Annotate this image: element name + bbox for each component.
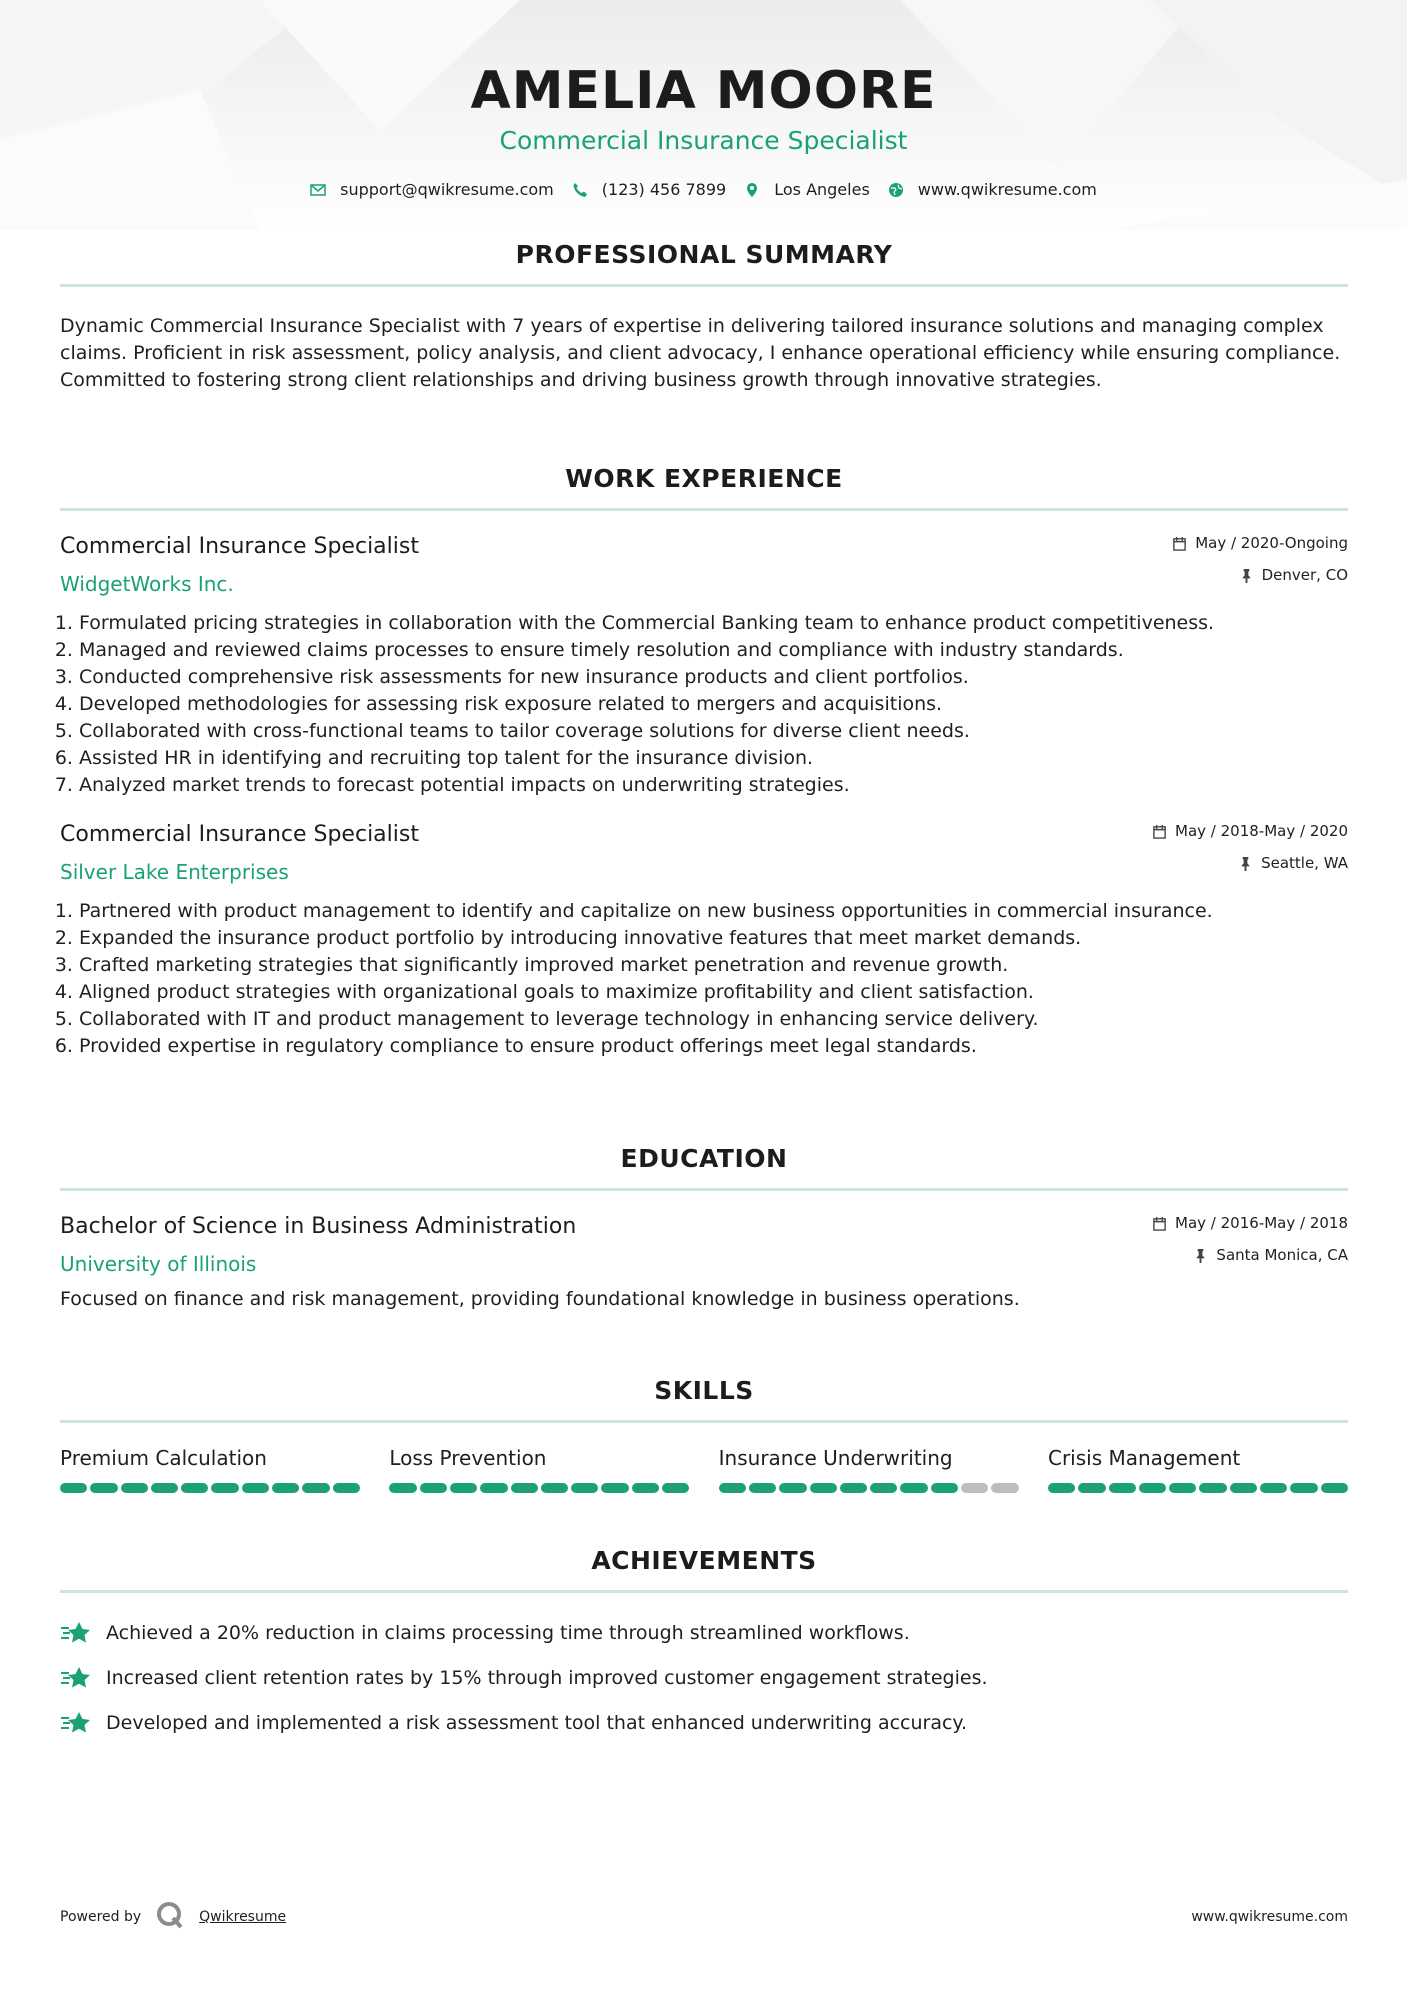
powered-by-label: Powered by [60,1909,142,1925]
skill-dot-filled [1199,1483,1226,1493]
star-badge-icon [60,1620,92,1648]
pushpin-icon [1193,1248,1208,1263]
email-text: support@qwikresume.com [340,180,554,199]
location-text: Seattle, WA [1261,854,1348,872]
skill-item [389,1445,689,1493]
achievement-item [60,1611,1348,1656]
list-item: 3. Conducted comprehensive risk assessments for new insurance products and client portfolios. [79,664,1348,691]
skill-dot-filled [211,1483,238,1493]
achievement-text: Achieved a 20% reduction in claims processing time through streamlined workflows. [106,1622,910,1644]
skills-list [60,1445,1348,1493]
skill-dot-filled [601,1483,628,1493]
candidate-role: Commercial Insurance Specialist [499,126,908,155]
skill-dot-filled [571,1483,598,1493]
qwikresume-logo-icon [155,1900,185,1934]
envelope-icon [310,182,326,198]
page-footer [60,1900,1348,1934]
skill-dot-filled [1290,1483,1317,1493]
star-badge-icon [60,1665,92,1693]
skill-dot-filled [719,1483,746,1493]
skill-dot-empty [991,1483,1018,1493]
calendar-icon [1152,1216,1167,1231]
calendar-icon [1152,824,1167,839]
skill-name: Loss Prevention [389,1446,547,1470]
achievements-list [60,1611,1348,1746]
globe-icon [888,182,904,198]
degree-title: Bachelor of Science in Business Administration [60,1214,577,1239]
skill-dot-filled [389,1483,416,1493]
contact-phone[interactable] [572,180,726,199]
powered-by [60,1900,286,1934]
achievements-section [60,1546,1348,1746]
skill-dot-filled [480,1483,507,1493]
skill-dot-filled [931,1483,958,1493]
skill-dot-filled [662,1483,689,1493]
list-item: 5. Collaborated with IT and product management to leverage technology in enhancing service delivery. [79,1006,1348,1033]
contact-location [744,180,870,199]
skill-dot-filled [1321,1483,1348,1493]
list-item: 4. Aligned product strategies with organizational goals to maximize profitability and client satisfaction. [79,979,1348,1006]
job-entry [60,533,1348,799]
skill-dot-filled [840,1483,867,1493]
company-name: WidgetWorks Inc. [60,572,234,596]
skill-name: Crisis Management [1047,1446,1241,1470]
skill-item [719,1445,1019,1493]
skill-item [60,1445,360,1493]
summary-title: PROFESSIONAL SUMMARY [515,240,893,269]
phone-text: (123) 456 7899 [601,180,727,199]
education-entry [60,1213,1348,1313]
job-bullets [60,898,1348,1060]
list-item: 2. Managed and reviewed claims processes to ensure timely resolution and compliance with industry standards. [79,637,1348,664]
skill-item [1048,1445,1348,1493]
skill-name: Premium Calculation [60,1446,267,1470]
section-divider [60,508,1348,511]
website-text: www.qwikresume.com [917,180,1097,199]
skill-dot-filled [450,1483,477,1493]
job-location [1152,853,1348,873]
education-description: Focused on finance and risk management, providing foundational knowledge in business operations. [60,1288,1020,1310]
skill-dot-filled [181,1483,208,1493]
list-item: 4. Developed methodologies for assessing risk exposure related to mergers and acquisitions. [79,691,1348,718]
skill-dot-empty [961,1483,988,1493]
skill-dot-filled [511,1483,538,1493]
phone-icon [572,182,588,198]
skill-dot-filled [420,1483,447,1493]
contact-website[interactable] [888,180,1097,199]
dates-text: May / 2020-Ongoing [1195,534,1348,552]
company-name: Silver Lake Enterprises [60,860,289,884]
location-text: Denver, CO [1261,566,1348,584]
education-section [60,1144,1348,1313]
skill-dot-filled [1169,1483,1196,1493]
dates-text: May / 2016-May / 2018 [1175,1214,1348,1232]
skill-name: Insurance Underwriting [718,1446,953,1470]
skill-dot-filled [870,1483,897,1493]
summary-section [60,240,1348,394]
list-item: 7. Analyzed market trends to forecast potential impacts on underwriting strategies. [79,772,1348,799]
job-title: Commercial Insurance Specialist [60,534,419,559]
school-name: University of Illinois [60,1252,257,1276]
job-bullets [60,610,1348,799]
achievement-item [60,1701,1348,1746]
skill-dot-filled [151,1483,178,1493]
skill-rating [389,1483,689,1493]
skill-dot-filled [1139,1483,1166,1493]
map-pin-icon [744,182,760,198]
skill-dot-filled [1109,1483,1136,1493]
job-dates [1172,533,1348,553]
section-divider [60,1188,1348,1191]
skill-dot-filled [60,1483,87,1493]
skill-dot-filled [1048,1483,1075,1493]
skill-dot-filled [900,1483,927,1493]
section-divider [60,1420,1348,1423]
education-title: EDUCATION [620,1144,788,1173]
job-location [1172,565,1348,585]
job-entry [60,821,1348,1060]
resume-header [0,0,1407,199]
skill-dot-filled [810,1483,837,1493]
skill-dot-filled [749,1483,776,1493]
list-item: 6. Provided expertise in regulatory compliance to ensure product offerings meet legal standards. [79,1033,1348,1060]
skill-dot-filled [779,1483,806,1493]
skill-dot-filled [302,1483,329,1493]
skill-dot-filled [632,1483,659,1493]
list-item: 1. Formulated pricing strategies in collaboration with the Commercial Banking team to enhance product competitiveness. [79,610,1348,637]
pushpin-icon [1239,568,1254,583]
job-title: Commercial Insurance Specialist [60,822,419,847]
location-text: Santa Monica, CA [1216,1246,1348,1264]
skills-section [60,1376,1348,1493]
skill-rating [1048,1483,1348,1493]
achievement-text: Increased client retention rates by 15% through improved customer engagement strategies. [106,1667,988,1689]
education-location [1152,1245,1348,1265]
list-item: 2. Expanded the insurance product portfolio by introducing innovative features that meet market demands. [79,925,1348,952]
job-dates [1152,821,1348,841]
calendar-icon [1172,536,1187,551]
pushpin-icon [1238,856,1253,871]
summary-text: Dynamic Commercial Insurance Specialist with 7 years of expertise in delivering tailored insurance solutions and managing complex claims. Proficient in risk assessment, policy analysis, and client advocacy, I enhance operational efficiency while ensuring compliance. Committed to fostering strong client relationships and driving business growth through innovative strategies. [60,315,1341,391]
list-item: 3. Crafted marketing strategies that significantly improved market penetration and revenue growth. [79,952,1348,979]
skills-title: SKILLS [654,1376,754,1405]
candidate-name: AMELIA MOORE [470,61,937,121]
skill-dot-filled [121,1483,148,1493]
footer-website[interactable]: www.qwikresume.com [1191,1909,1348,1925]
achievement-text: Developed and implemented a risk assessment tool that enhanced underwriting accuracy. [106,1712,967,1734]
experience-title: WORK EXPERIENCE [565,464,843,493]
contact-bar [0,180,1407,199]
achievement-item [60,1656,1348,1701]
skill-dot-filled [90,1483,117,1493]
skill-dot-filled [333,1483,360,1493]
skill-dot-filled [242,1483,269,1493]
location-text: Los Angeles [774,180,870,199]
skill-rating [719,1483,1019,1493]
skill-rating [60,1483,360,1493]
list-item: 6. Assisted HR in identifying and recruiting top talent for the insurance division. [79,745,1348,772]
list-item: 5. Collaborated with cross-functional teams to tailor coverage solutions for diverse client needs. [79,718,1348,745]
skill-dot-filled [1260,1483,1287,1493]
dates-text: May / 2018-May / 2020 [1175,822,1348,840]
list-item: 1. Partnered with product management to identify and capitalize on new business opportunities in commercial insurance. [79,898,1348,925]
skill-dot-filled [541,1483,568,1493]
skill-dot-filled [1078,1483,1105,1493]
section-divider [60,284,1348,287]
skill-dot-filled [272,1483,299,1493]
skill-dot-filled [1230,1483,1257,1493]
achievements-title: ACHIEVEMENTS [591,1546,817,1575]
brand-link[interactable]: Qwikresume [199,1909,287,1925]
education-dates [1152,1213,1348,1233]
contact-email[interactable] [310,180,554,199]
section-divider [60,1590,1348,1593]
experience-section [60,464,1348,1060]
star-badge-icon [60,1710,92,1738]
